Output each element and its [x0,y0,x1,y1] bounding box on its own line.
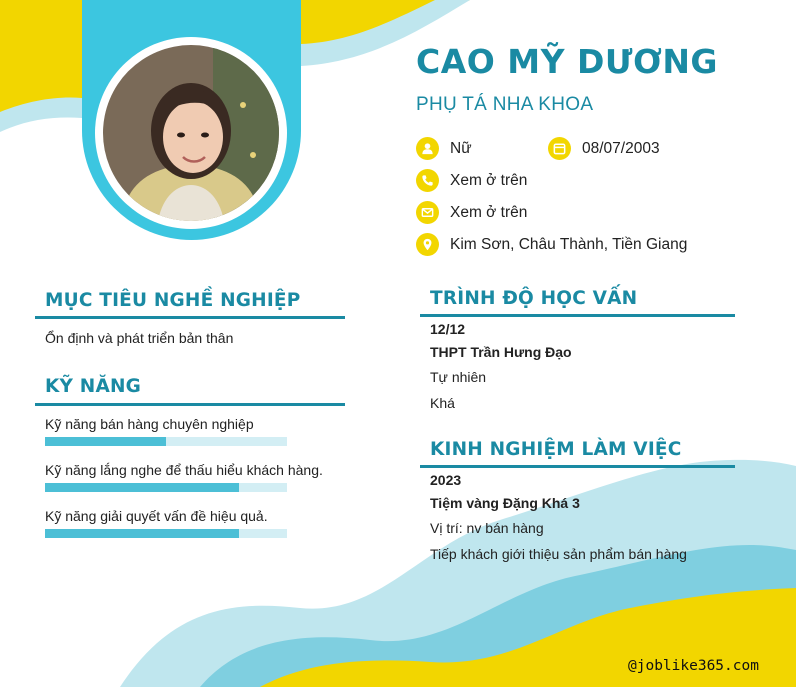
skill-bar [45,529,287,538]
experience-divider [420,465,735,468]
experience-company: Tiệm vàng Đặng Khá 3 [430,495,580,511]
phone-value: Xem ở trên [450,171,528,189]
skill-label: Kỹ năng bán hàng chuyên nghiệp [45,416,254,432]
education-divider [420,314,735,317]
email-info [416,201,527,224]
calendar-icon [548,137,571,160]
skill-bar-fill [45,483,239,492]
birthdate-info [548,137,660,160]
person-icon [416,137,439,160]
phone-icon [416,169,439,192]
experience-year: 2023 [430,472,462,488]
skill-bar-fill [45,437,166,446]
skill-bar [45,483,287,492]
gender-info [416,137,472,160]
email-value: Xem ở trên [450,203,528,221]
objective-heading: MỤC TIÊU NGHỀ NGHIỆP [45,290,301,311]
gender-value: Nữ [450,139,472,157]
skill-bar [45,437,287,446]
address-info [416,233,687,256]
objective-text: Ổn định và phát triển bản thân [45,330,234,346]
experience-heading: KINH NGHIỆM LÀM VIỆC [430,439,682,460]
birthdate-value: 08/07/2003 [582,139,660,157]
education-period: 12/12 [430,321,466,337]
phone-info [416,169,527,192]
profile-photo [103,45,279,221]
skills-heading: KỸ NĂNG [45,376,142,397]
envelope-icon [416,201,439,224]
footer-handle: @joblike365.com [628,658,759,674]
skill-bar-fill [45,529,239,538]
education-grade: Khá [430,395,455,411]
skill-label: Kỹ năng lắng nghe để thấu hiểu khách hàng. [45,462,323,478]
objective-divider [35,316,345,319]
job-title: PHỤ TÁ NHA KHOA [416,94,594,115]
education-school: THPT Trần Hưng Đạo [430,344,572,360]
skill-label: Kỹ năng giải quyết vấn đề hiệu quả. [45,508,268,524]
candidate-name: CAO MỸ DƯƠNG [416,42,719,81]
education-heading: TRÌNH ĐỘ HỌC VẤN [430,288,638,309]
experience-position: Vị trí: nv bán hàng [430,520,544,536]
education-major: Tự nhiên [430,369,487,385]
address-value: Kim Sơn, Châu Thành, Tiền Giang [450,235,688,253]
experience-description: Tiếp khách giới thiệu sản phẩm bán hàng [430,546,687,562]
skills-divider [35,403,345,406]
location-pin-icon [416,233,439,256]
